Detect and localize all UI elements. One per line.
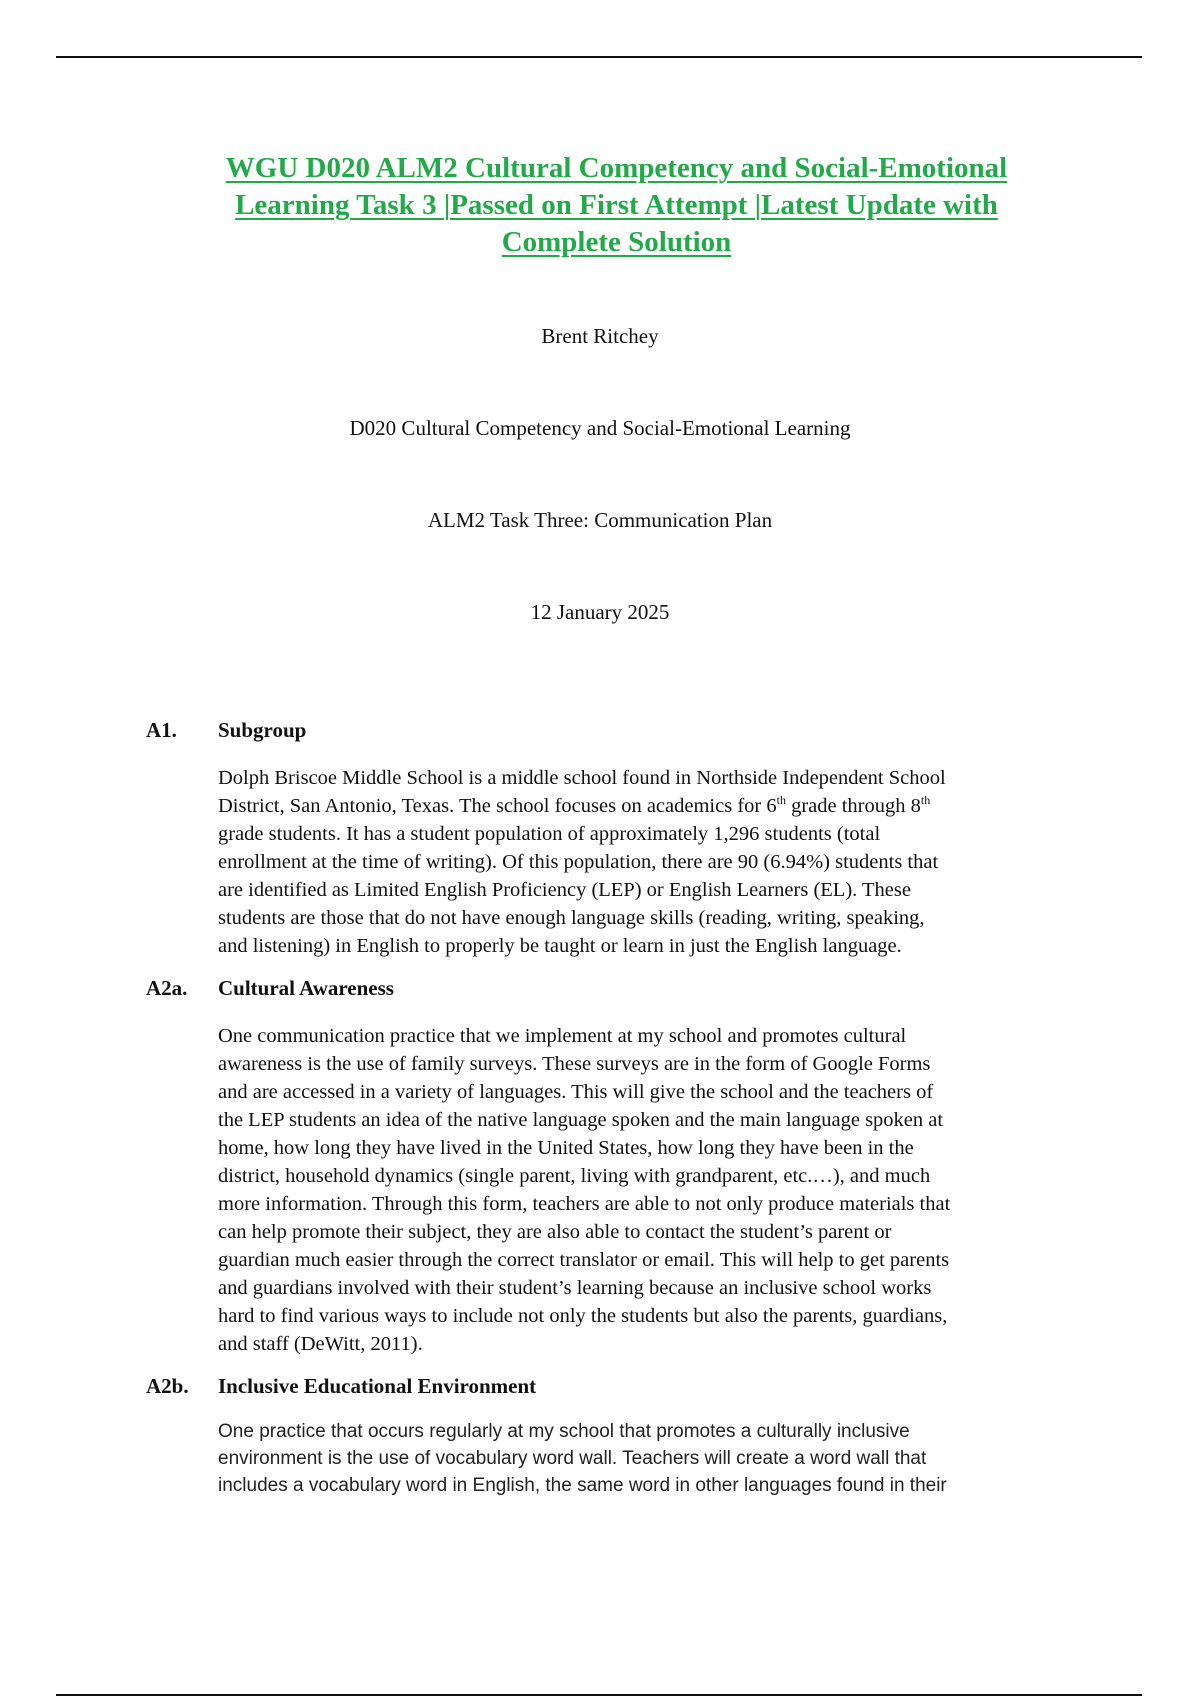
bottom-rule xyxy=(56,1694,1142,1696)
section-title-cultural-awareness: Cultural Awareness xyxy=(218,976,394,1000)
course-name: D020 Cultural Competency and Social-Emotional Learning xyxy=(349,416,851,440)
section-label-a2a: A2a. xyxy=(146,976,188,1000)
section-paragraph-a1: Dolph Briscoe Middle School is a middle school found in Northside Independent School District, San Antonio, Texas. The school focuses on academics for 6th grade through 8th grade students. It has a student population of approximately 1,296 students (total enrollment at the time of writing). Of this population, there are 90 (6.94%) students that are identified as Limited English Proficiency (LEP) or English Learners (EL). These students are those that do not have enough language skills (reading, writing, speaking, and listening) in English to properly be taught or learn in just the English language. xyxy=(218,767,946,957)
section-paragraph-a2a: One communication practice that we implement at my school and promotes cultural awareness is the use of family surveys. These surveys are in the form of Google Forms and are accessed in a variety of languages. This will give the school and the teachers of the LEP students an idea of the native language spoken and the main language spoken at home, how long they have lived in the United States, how long they have been in the district, household dynamics (single parent, living with grandparent, etc.…), and much more information. Through this form, teachers are able to not only produce materials that can help promote their subject, they are also able to contact the student’s parent or guardian much easier through the correct translator or email. This will help to get parents and guardians involved with their student’s learning because an inclusive school works hard to find various ways to include not only the students but also the parents, guardians, and staff (DeWitt, 2011). xyxy=(218,1025,951,1355)
author-name: Brent Ritchey xyxy=(541,324,659,348)
section-label-a1: A1. xyxy=(146,718,177,742)
section-paragraph-a2b: One practice that occurs regularly at my school that promotes a culturally inclusive environment is the use of vocabulary word wall. Teachers will create a word wall that includes a vocabulary word in English, the same word in other languages found in their xyxy=(218,1421,947,1496)
section-title-inclusive-environment: Inclusive Educational Environment xyxy=(218,1374,537,1398)
title-line-3: Complete Solution xyxy=(501,226,732,258)
title-line-1: WGU D020 ALM2 Cultural Competency and Social-Emotional xyxy=(225,152,1008,184)
task-name: ALM2 Task Three: Communication Plan xyxy=(427,508,773,532)
title-line-2: Learning Task 3 |Passed on First Attempt |Latest Update with xyxy=(235,189,998,221)
document-title[interactable] xyxy=(120,150,1113,261)
section-title-subgroup: Subgroup xyxy=(218,718,307,742)
top-rule xyxy=(56,56,1142,58)
section-label-a2b: A2b. xyxy=(146,1374,189,1398)
document-date: 12 January 2025 xyxy=(530,600,670,624)
